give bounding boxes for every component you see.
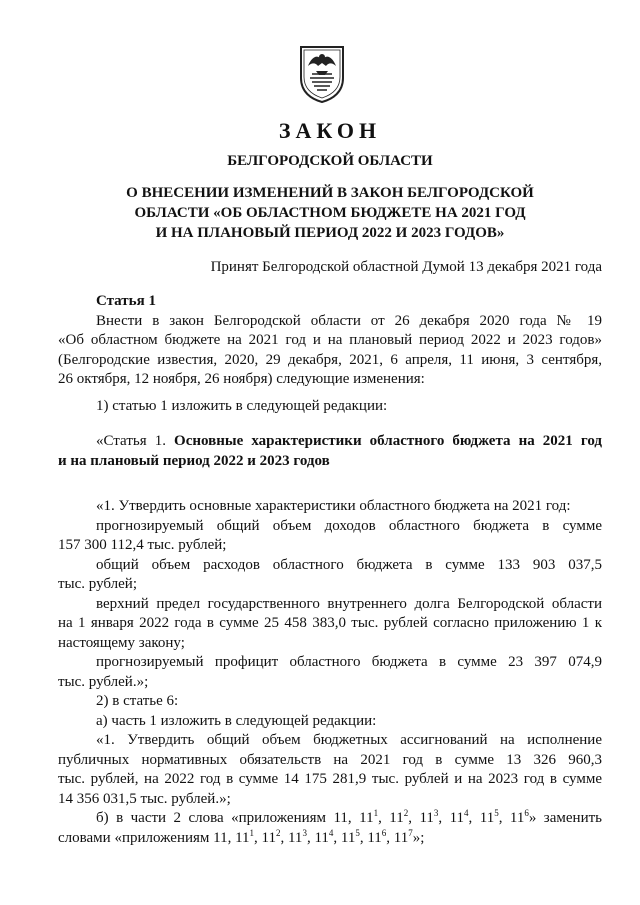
item-2b-line: словами «приложениям 11, $11^1$, $11^2$, $11^3$, $11^4$, $11^5$, $11^6$, $11^7$»; [58,827,425,846]
paragraph: тыс. рублей, на 2022 год в сумме 14 175 281,9 тыс. рублей и на 2023 год в сумме [58,771,602,787]
quoted-article-prefix: «Статья 1. [96,433,166,449]
heading-line: ОБЛАСТИ «ОБ ОБЛАСТНОМ БЮДЖЕТЕ НА 2021 ГОД [134,205,526,221]
paragraph: тыс. рублей; [58,576,137,592]
quoted-article-title [58,432,602,471]
intro-line: Внести в закон Белгородской области от 26 декабря 2020 года № 19 [96,312,602,329]
belgorod-coat-of-arms-icon [298,44,346,104]
heading-line: О ВНЕСЕНИИ ИЗМЕНЕНИЙ В ЗАКОН БЕЛГОРОДСКОЙ [126,185,534,201]
intro-line: «Об областном бюджете на 2021 год и на плановый период 2022 и 2023 годов» [58,332,602,348]
adoption-note: Принят Белгородской областной Думой 13 декабря 2021 года [210,259,602,275]
paragraph: прогнозируемый профицит областного бюджета в сумме 23 397 074,9 [96,654,602,670]
heading-line: И НА ПЛАНОВЫЙ ПЕРИОД 2022 И 2023 ГОДОВ» [155,225,505,241]
paragraph: на 1 января 2022 года в сумме 25 458 383,0 тыс. рублей согласно приложению 1 к [58,615,602,631]
item-1: 1) статью 1 изложить в следующей редакции: [96,398,388,414]
paragraph: прогнозируемый общий объем доходов областного бюджета в сумме [96,517,602,534]
intro-line: (Белгородские известия, 2020, 29 декабря, 2021, 6 апреля, 11 июня, 3 сентября, [58,351,602,368]
item-2-block [58,692,602,848]
paragraph: общий объем расходов областного бюджета в сумме 133 903 037,5 [96,556,602,573]
budget-characteristics [58,497,602,692]
quoted-title-line: Основные характеристики областного бюджета на 2021 год [174,433,602,449]
paragraph: верхний предел государственного внутреннего долга Белгородской области [96,595,602,612]
paragraph: 14 356 031,5 тыс. рублей.»; [58,790,231,807]
item-2a: а) часть 1 изложить в следующей редакции: [96,712,377,729]
paragraph: тыс. рублей.»; [58,673,149,690]
paragraph: настоящему закону; [58,634,185,651]
paragraph: 157 300 112,4 тыс. рублей; [58,537,227,553]
document-subtitle: БЕЛГОРОДСКОЙ ОБЛАСТИ [227,153,433,169]
item-2: 2) в статье 6: [96,693,179,709]
intro-line: 26 октября, 12 ноября, 26 ноября) следующие изменения: [58,371,425,387]
item-2b-line: б) в части 2 слова «приложениям 11, $11^1$, $11^2$, $11^3$, $11^4$, $11^5$, $11^6$» заменить [96,808,602,826]
quoted-title-line: и на плановый период 2022 и 2023 годов [58,452,330,469]
document-title: ЗАКОН [278,118,382,143]
document-heading [60,183,600,243]
paragraph: публичных нормативных обязательств на 2021 год в сумме 13 326 960,3 [58,751,602,768]
article-1-block [58,292,602,390]
paragraph: «1. Утвердить общий объем бюджетных ассигнований на исполнение [96,732,602,748]
article-title: Статья 1 [96,293,156,309]
paragraph: «1. Утвердить основные характеристики областного бюджета на 2021 год: [96,498,571,514]
